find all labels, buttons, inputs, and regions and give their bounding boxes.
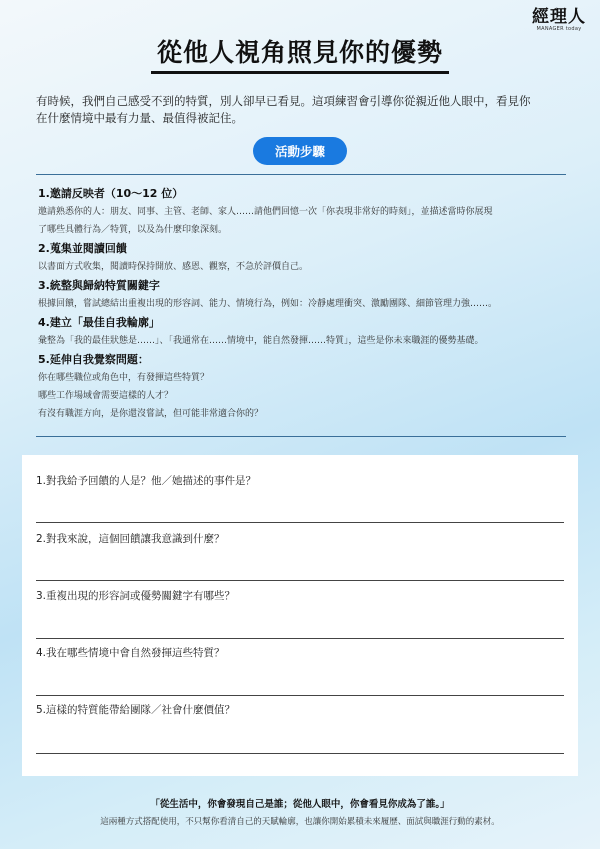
- question-5: 5.這樣的特質能帶給團隊／社會什麼價值？: [36, 704, 236, 716]
- step-title: 4.建立「最佳自我輪廓」: [38, 316, 160, 329]
- closing-quote: 「從生活中，你會發現自己是誰；從他人眼中，你會看見你成為了誰。」: [150, 799, 450, 810]
- step-text: 了哪些具體行為／特質，以及為什麼印象深刻。: [38, 225, 228, 235]
- question-1: 1.對我給予回饋的人是？他／她描述的事件是？: [36, 475, 257, 487]
- step-text: 你在哪些職位或角色中，有發揮這些特質？: [38, 373, 210, 383]
- answer-line-3[interactable]: [36, 638, 564, 639]
- step-text: 有沒有職涯方向，是你還沒嘗試，但可能非常適合你的？: [38, 409, 264, 419]
- answer-line-5[interactable]: [36, 753, 564, 754]
- step-text: 根據回饋，嘗試總結出重複出現的形容詞、能力、情境行為，例如：冷靜處理衝突、激勵團隊、細節管理力強……。: [38, 299, 498, 309]
- divider: [36, 174, 566, 175]
- step-title: 3.統整與歸納特質關鍵字: [38, 279, 160, 292]
- steps-list: [38, 184, 568, 423]
- logo-name: 經理人: [532, 7, 586, 27]
- brand-logo: [532, 8, 586, 32]
- answer-line-1[interactable]: [36, 522, 564, 523]
- question-2: 2.對我來說，這個回饋讓我意識到什麼？: [36, 533, 225, 545]
- worksheet-box: [22, 455, 578, 776]
- step-title: 5.延伸自我覺察問題：: [38, 353, 149, 366]
- intro-line: 有時候，我們自己感受不到的特質，別人卻早已看見。這項練習會引導你從親近他人眼中，看見你: [36, 94, 531, 108]
- step-title: 1.邀請反映者（10～12 位）: [38, 187, 184, 200]
- step-text: 彙整為「我的最佳狀態是……」、「我通常在……情境中，能自然發揮……特質」，這些是你未來職涯的優勢基礎。: [38, 336, 484, 346]
- intro-line: 在什麼情境中最有力量、最值得被記住。: [36, 111, 243, 125]
- question-4: 4.我在哪些情境中會自然發揮這些特質？: [36, 647, 225, 659]
- answer-line-2[interactable]: [36, 580, 564, 581]
- step-text: 以書面方式收集，閱讀時保持開放、感恩、觀察，不急於評價自己。: [38, 262, 309, 272]
- question-3: 3.重複出現的形容詞或優勢關鍵字有哪些？: [36, 590, 236, 602]
- activity-steps-badge: 活動步驟: [253, 137, 347, 165]
- answer-line-4[interactable]: [36, 695, 564, 696]
- logo-subtitle: MANAGER today: [536, 26, 582, 32]
- step-text: 邀請熟悉你的人：朋友、同事、主管、老師、家人……請他們回憶一次「你表現非常好的時刻」，並描述當時你展現: [38, 207, 493, 217]
- intro-paragraph: [36, 93, 566, 127]
- divider: [36, 436, 566, 437]
- page-title: 從他人視角照見你的優勢: [151, 33, 449, 74]
- step-title: 2.蒐集並閱讀回饋: [38, 242, 127, 255]
- footnote: 這兩種方式搭配使用，不只幫你看清自己的天賦輪廓，也讓你開始累積未來履歷、面試與職涯行動的素材。: [100, 817, 500, 827]
- step-text: 哪些工作場域會需要這樣的人才？: [38, 391, 174, 401]
